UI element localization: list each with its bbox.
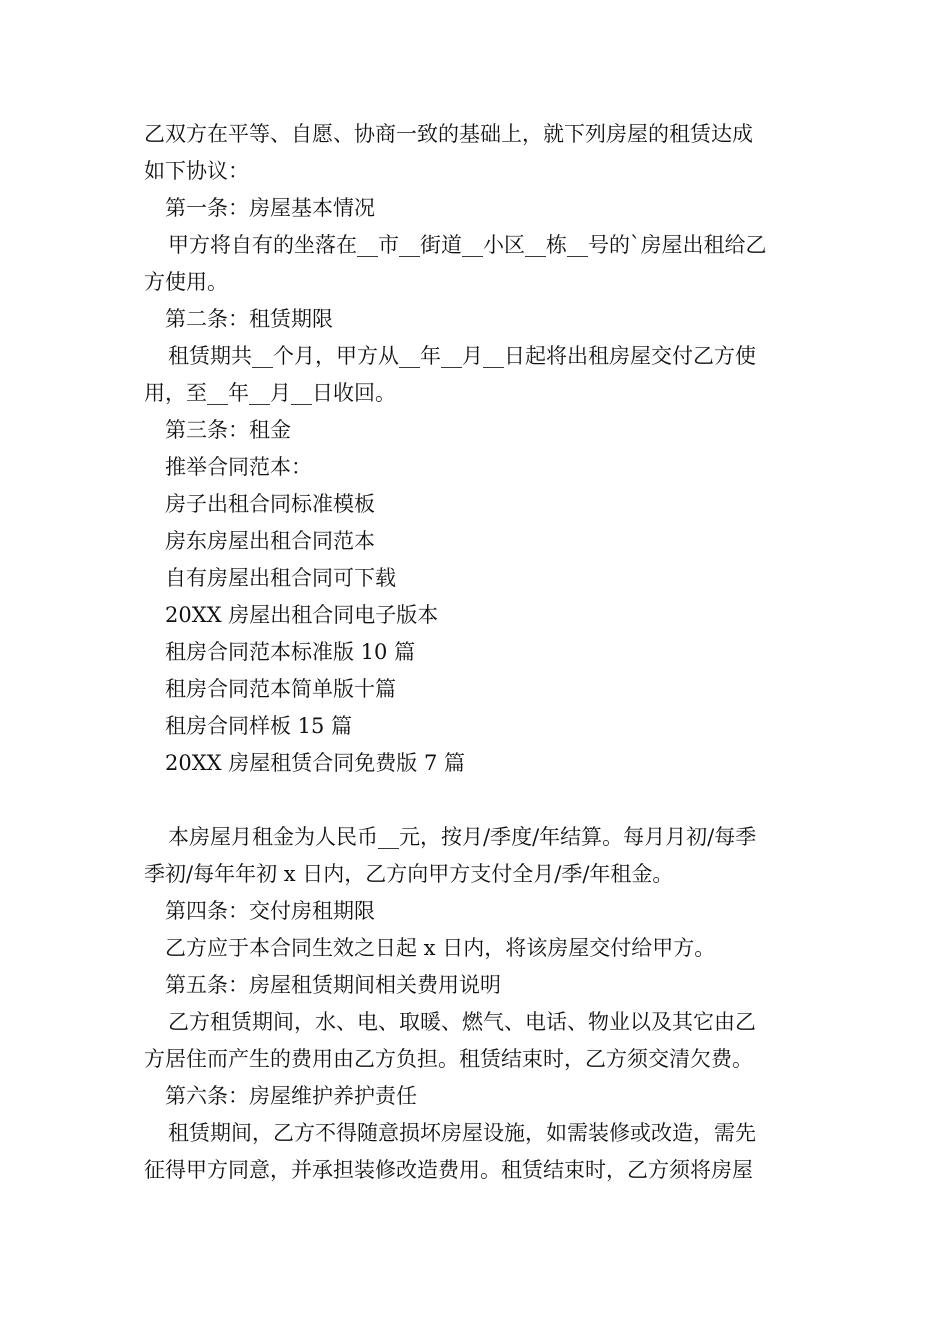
blank-line [144, 782, 810, 819]
paragraph-line: 用，至__年__月__日收回。 [144, 381, 396, 405]
paragraph-line: 乙双方在平等、自愿、协商一致的基础上，就下列房屋的租赁达成 [144, 122, 753, 146]
article-heading: 第二条：租赁期限 [165, 307, 333, 331]
paragraph-line: 乙方租赁期间，水、电、取暖、燃气、电话、物业以及其它由乙 [168, 1010, 756, 1034]
recommend-link[interactable]: 20XX 房屋出租合同电子版本 [165, 603, 439, 627]
paragraph-line: 如下协议： [144, 159, 249, 183]
recommend-link[interactable]: 租房合同范本标准版 10 篇 [165, 640, 416, 664]
document-body [144, 116, 810, 1189]
paragraph-line: 租赁期共__个月，甲方从__年__月__日起将出租房屋交付乙方使 [168, 344, 756, 368]
article-heading: 第六条：房屋维护养护责任 [165, 1084, 417, 1108]
article-heading: 第五条：房屋租赁期间相关费用说明 [165, 973, 501, 997]
paragraph-line: 乙方应于本合同生效之日起 x 日内，将该房屋交付给甲方。 [165, 936, 716, 960]
recommend-link[interactable]: 租房合同样板 15 篇 [165, 714, 353, 738]
article-heading: 第一条：房屋基本情况 [165, 196, 375, 220]
paragraph-line: 征得甲方同意，并承担装修改造费用。租赁结束时，乙方须将房屋 [144, 1158, 753, 1182]
recommend-link[interactable]: 自有房屋出租合同可下载 [165, 566, 396, 590]
paragraph-line: 租赁期间，乙方不得随意损坏房屋设施，如需装修或改造，需先 [168, 1121, 756, 1145]
paragraph-line: 方使用。 [144, 270, 228, 294]
paragraph-line: 方居住而产生的费用由乙方负担。租赁结束时，乙方须交清欠费。 [144, 1047, 753, 1071]
recommend-link[interactable]: 房子出租合同标准模板 [165, 492, 375, 516]
recommend-link[interactable]: 租房合同范本简单版十篇 [165, 677, 396, 701]
article-heading: 第四条：交付房租期限 [165, 899, 375, 923]
recommend-link[interactable]: 房东房屋出租合同范本 [165, 529, 375, 553]
recommend-heading: 推举合同范本： [165, 455, 312, 479]
paragraph-line: 甲方将自有的坐落在__市__街道__小区__栋__号的`房屋出租给乙 [168, 233, 767, 257]
paragraph-line: 本房屋月租金为人民币__元，按月/季度/年结算。每月月初/每季 [168, 825, 757, 849]
paragraph-line: 季初/每年年初 x 日内，乙方向甲方支付全月/季/年租金。 [144, 862, 674, 886]
article-heading: 第三条：租金 [165, 418, 291, 442]
recommend-link[interactable]: 20XX 房屋租赁合同免费版 7 篇 [165, 751, 466, 775]
